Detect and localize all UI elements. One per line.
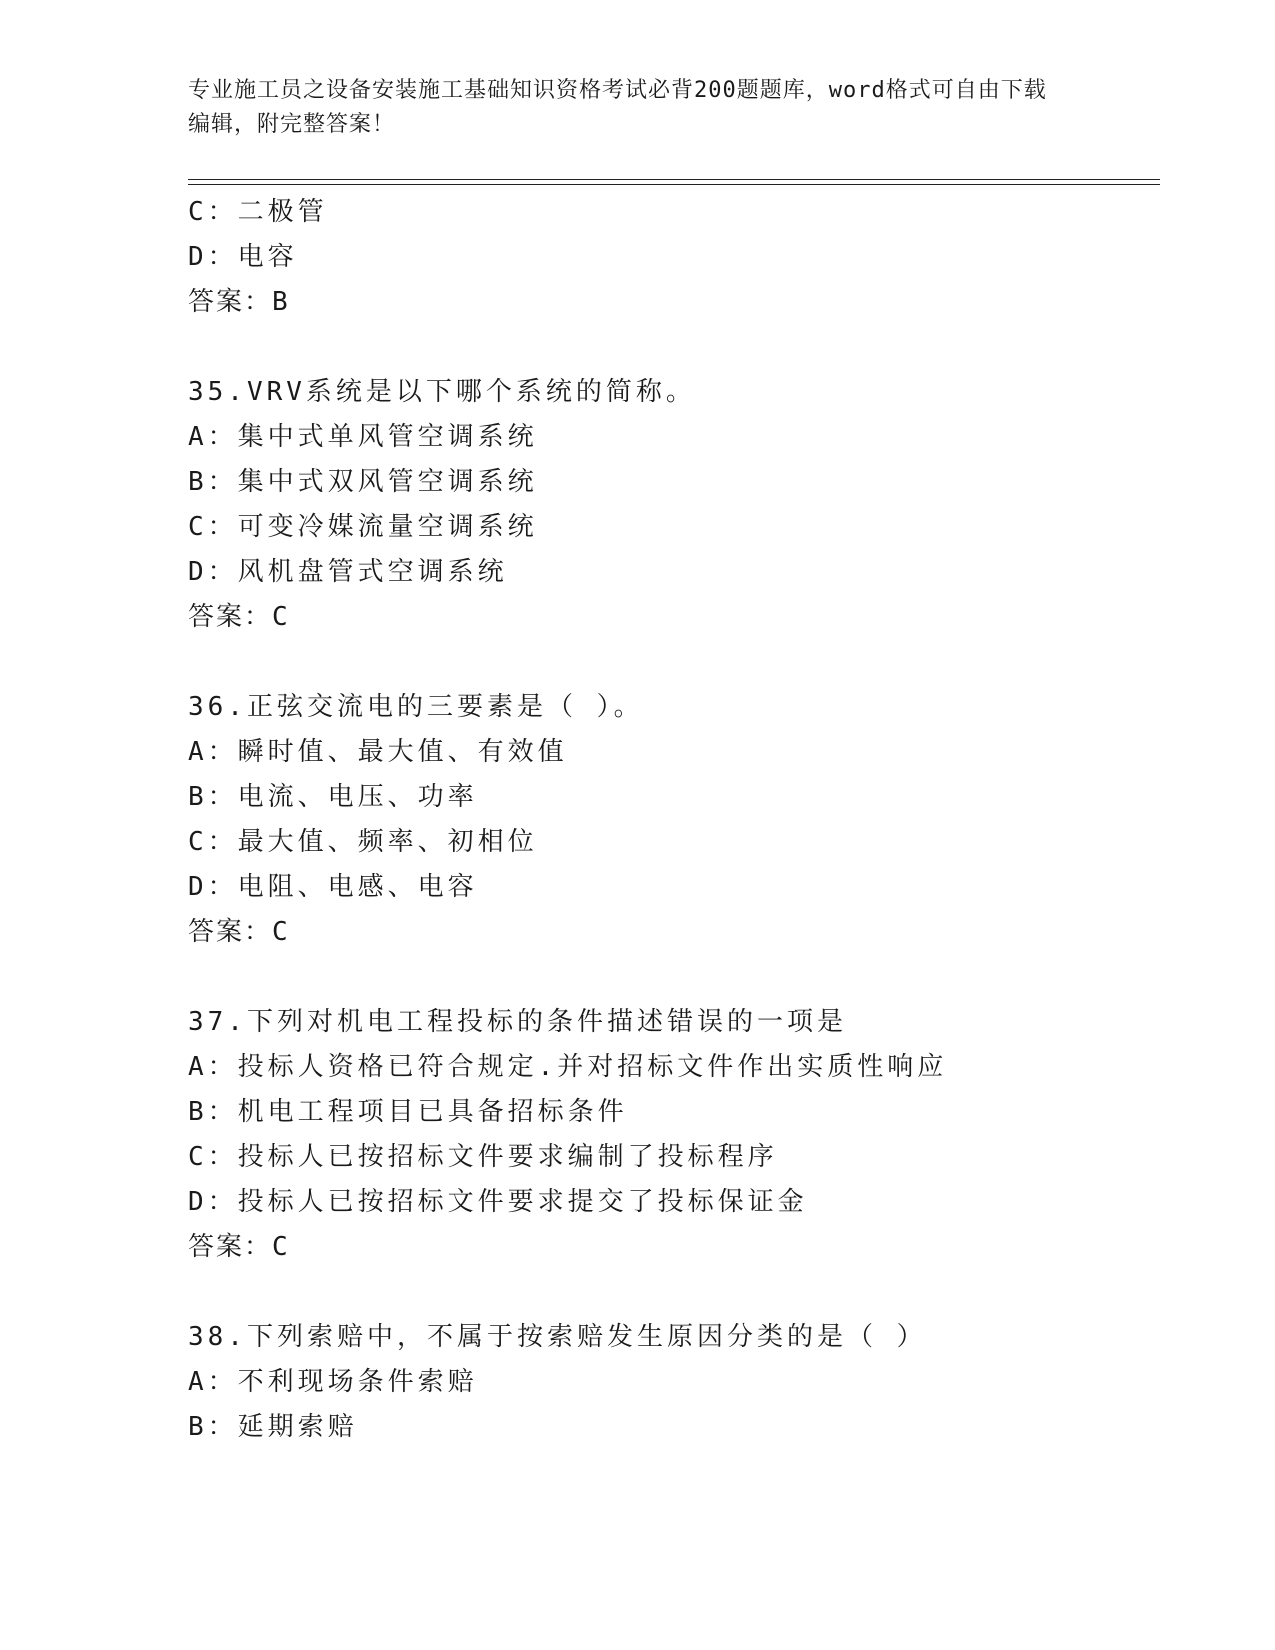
answer: 答案：C <box>188 1232 290 1262</box>
question-36: 36.正弦交流电的三要素是（ ）。 <box>188 692 644 722</box>
answer: 答案：C <box>188 917 290 947</box>
option-b: B：机电工程项目已具备招标条件 <box>188 1097 628 1127</box>
option-a: A：集中式单风管空调系统 <box>188 422 538 452</box>
option-c: C：二极管 <box>188 197 328 227</box>
option-d: D：电容 <box>188 242 298 272</box>
answer: 答案：C <box>188 602 290 632</box>
header-rule-top <box>188 179 1160 180</box>
header-rule-bottom <box>188 184 1160 185</box>
option-b: B：延期索赔 <box>188 1412 358 1442</box>
document-header: 专业施工员之设备安装施工基础知识资格考试必背200题题库，word格式可自由下载编辑，附完整答案！ <box>188 78 1047 137</box>
option-d: D：电阻、电感、电容 <box>188 872 478 902</box>
option-b: B：集中式双风管空调系统 <box>188 467 538 497</box>
question-35: 35.VRV系统是以下哪个系统的简称。 <box>188 377 696 407</box>
question-38: 38.下列索赔中，不属于按索赔发生原因分类的是（ ） <box>188 1322 927 1352</box>
option-d: D：投标人已按招标文件要求提交了投标保证金 <box>188 1187 808 1217</box>
option-c: C：最大值、频率、初相位 <box>188 827 538 857</box>
option-a: A：不利现场条件索赔 <box>188 1367 478 1397</box>
answer: 答案：B <box>188 287 290 317</box>
option-d: D：风机盘管式空调系统 <box>188 557 508 587</box>
option-a: A：投标人资格已符合规定.并对招标文件作出实质性响应 <box>188 1052 948 1082</box>
option-c: C：投标人已按招标文件要求编制了投标程序 <box>188 1142 778 1172</box>
option-c: C：可变冷媒流量空调系统 <box>188 512 538 542</box>
question-37: 37.下列对机电工程投标的条件描述错误的一项是 <box>188 1007 847 1037</box>
option-b: B：电流、电压、功率 <box>188 782 478 812</box>
option-a: A：瞬时值、最大值、有效值 <box>188 737 568 767</box>
